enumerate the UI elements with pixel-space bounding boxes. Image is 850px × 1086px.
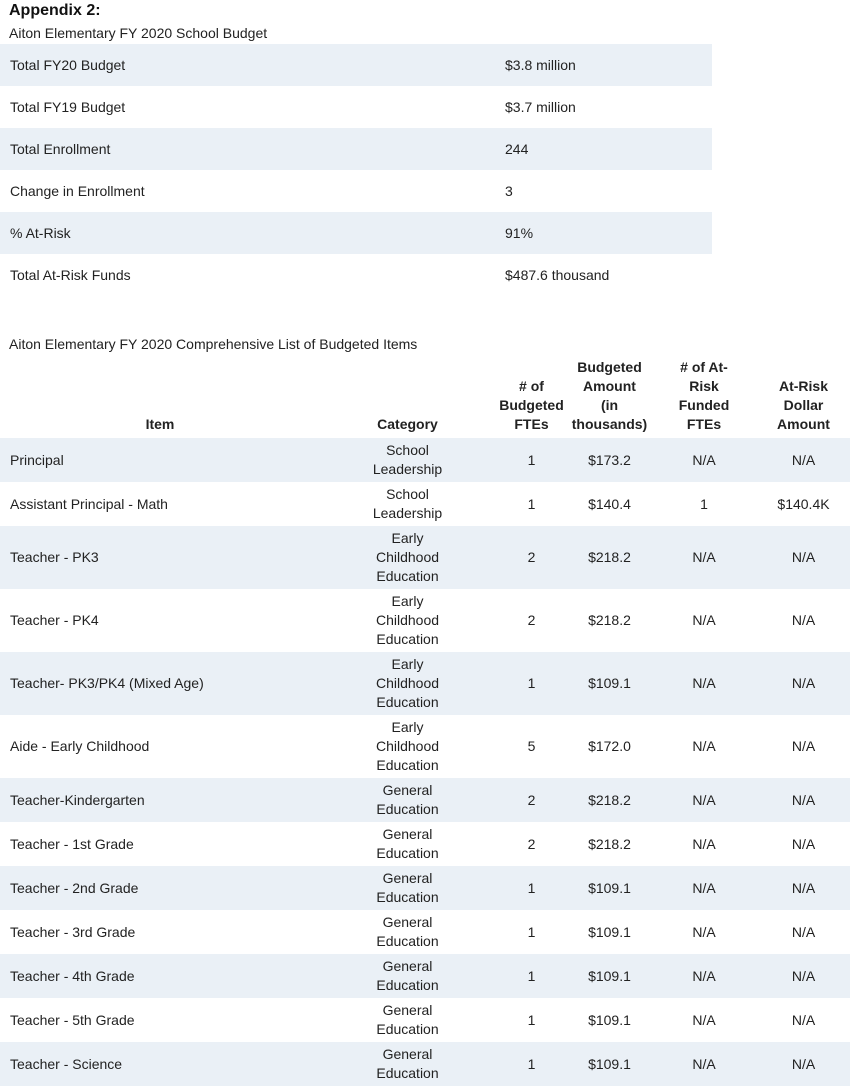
cell-ftes: 2 — [527, 612, 536, 628]
cell-amount: $109.1 — [588, 1011, 631, 1028]
cell-category: General Education — [376, 914, 439, 949]
col-header-category: Category — [377, 416, 438, 432]
cell-ar-amount: N/A — [757, 438, 850, 482]
cell-item: Teacher - Science — [0, 1042, 320, 1086]
cell-category: Early Childhood Education — [320, 652, 495, 715]
cell-category: Early Childhood Education — [320, 526, 495, 589]
cell-ar-ftes: N/A — [651, 438, 757, 482]
cell-ar-amount: N/A — [791, 835, 816, 852]
summary-label: Change in Enrollment — [10, 183, 145, 199]
cell-ar-amount: N/A — [791, 738, 816, 754]
cell-ar-amount: N/A — [757, 954, 850, 998]
cell-item: Teacher-Kindergarten — [0, 778, 320, 822]
cell-ar-amount: $140.4K — [777, 495, 830, 512]
cell-ar-amount: N/A — [791, 612, 816, 628]
cell-category: General Education — [320, 778, 495, 822]
cell-amount: $218.2 — [588, 835, 631, 852]
cell-ar-amount: N/A — [757, 1042, 850, 1086]
cell-item: Principal — [0, 438, 320, 482]
cell-amount: $109.1 — [588, 923, 631, 940]
cell-ftes: 1 — [495, 1042, 568, 1086]
budgeted-items-table — [0, 358, 850, 1086]
table-row — [0, 1042, 850, 1086]
cell-item: Teacher - 2nd Grade — [0, 866, 320, 910]
cell-ar-ftes: N/A — [651, 526, 757, 589]
cell-ftes: 1 — [495, 954, 568, 998]
col-header-amount: Budgeted Amount (in thousands) — [571, 359, 648, 432]
summary-label: Total Enrollment — [10, 141, 111, 157]
summary-value: $3.8 million — [505, 57, 576, 73]
cell-ftes: 1 — [527, 1011, 536, 1028]
cell-ar-ftes: N/A — [651, 652, 757, 715]
cell-item: Teacher - 4th Grade — [0, 954, 320, 998]
cell-amount: $173.2 — [568, 438, 651, 482]
cell-ar-ftes: N/A — [692, 612, 716, 628]
budget-summary-table — [0, 44, 712, 296]
summary-label: Total At-Risk Funds — [10, 267, 131, 283]
cell-ftes: 2 — [495, 526, 568, 589]
cell-ar-amount: N/A — [757, 652, 850, 715]
cell-amount: $109.1 — [568, 954, 651, 998]
summary-label: % At-Risk — [10, 225, 71, 241]
summary-label: Total FY20 Budget — [10, 57, 126, 73]
table-row — [0, 866, 850, 910]
table-row — [0, 526, 850, 589]
cell-ftes: 2 — [527, 835, 536, 852]
summary-value: $487.6 thousand — [505, 267, 610, 283]
summary-value: 91% — [505, 225, 534, 241]
cell-amount: $140.4 — [588, 495, 631, 512]
cell-ar-amount: N/A — [791, 923, 816, 940]
cell-ftes: 1 — [495, 866, 568, 910]
summary-row — [0, 212, 712, 254]
summary-row — [0, 86, 712, 128]
cell-ar-amount: N/A — [757, 866, 850, 910]
cell-item: Teacher - PK3 — [0, 526, 320, 589]
cell-ftes: 5 — [527, 738, 536, 754]
summary-row — [0, 170, 712, 212]
table-row — [0, 778, 850, 822]
cell-item: Teacher - 3rd Grade — [10, 923, 136, 940]
cell-ftes: 1 — [527, 923, 536, 940]
cell-ftes: 1 — [495, 438, 568, 482]
cell-item: Teacher - 1st Grade — [10, 835, 134, 852]
table-row — [0, 954, 850, 998]
cell-item: Teacher - 5th Grade — [10, 1011, 135, 1028]
cell-ar-amount: N/A — [757, 526, 850, 589]
cell-amount: $218.2 — [588, 612, 631, 628]
summary-row — [0, 128, 712, 170]
cell-item: Assistant Principal - Math — [10, 495, 168, 512]
cell-ar-ftes: N/A — [692, 835, 716, 852]
cell-ar-ftes: 1 — [700, 495, 708, 512]
cell-ar-ftes: N/A — [651, 1042, 757, 1086]
cell-category: General Education — [320, 954, 495, 998]
cell-ftes: 2 — [495, 778, 568, 822]
cell-category: Early Childhood Education — [375, 719, 440, 773]
cell-category: School Leadership — [372, 486, 443, 521]
cell-amount: $172.0 — [588, 738, 631, 754]
cell-ar-ftes: N/A — [692, 738, 716, 754]
cell-amount: $109.1 — [568, 1042, 651, 1086]
summary-row — [0, 44, 712, 86]
cell-item: Teacher- PK3/PK4 (Mixed Age) — [0, 652, 320, 715]
col-header-ar-amount: At-Risk Dollar Amount — [777, 378, 830, 432]
table-row — [0, 482, 850, 526]
cell-category: General Education — [320, 866, 495, 910]
cell-ar-ftes: N/A — [692, 1011, 716, 1028]
summary-value: $3.7 million — [505, 99, 576, 115]
cell-ar-ftes: N/A — [651, 866, 757, 910]
cell-category: General Education — [320, 1042, 495, 1086]
cell-ar-ftes: N/A — [692, 923, 716, 940]
cell-amount: $109.1 — [568, 866, 651, 910]
cell-ar-ftes: N/A — [651, 778, 757, 822]
budget-table-title: Aiton Elementary FY 2020 School Budget — [9, 25, 268, 41]
cell-amount: $218.2 — [568, 778, 651, 822]
summary-value: 3 — [505, 183, 513, 199]
col-header-item: Item — [145, 416, 175, 432]
table-row — [0, 822, 850, 866]
cell-amount: $109.1 — [568, 652, 651, 715]
cell-category: General Education — [376, 1002, 439, 1037]
summary-value: 244 — [505, 141, 529, 157]
cell-amount: $218.2 — [568, 526, 651, 589]
table-row — [0, 652, 850, 715]
col-header-ftes: # of Budgeted FTEs — [499, 378, 564, 432]
table-row — [0, 438, 850, 482]
col-header-ar-ftes: # of At- Risk Funded FTEs — [678, 359, 730, 432]
cell-category: General Education — [376, 826, 439, 861]
cell-item: Teacher - PK4 — [10, 612, 99, 628]
table-row — [0, 998, 850, 1042]
items-table-title: Aiton Elementary FY 2020 Comprehensive List of Budgeted Items — [9, 336, 418, 352]
cell-ar-amount: N/A — [791, 1011, 816, 1028]
cell-ftes: 1 — [527, 495, 536, 512]
cell-ar-amount: N/A — [757, 778, 850, 822]
summary-row — [0, 254, 712, 296]
header-row — [0, 358, 850, 438]
cell-ftes: 1 — [495, 652, 568, 715]
summary-label: Total FY19 Budget — [10, 99, 126, 115]
appendix-title: Appendix 2: — [9, 2, 101, 19]
table-row — [0, 715, 850, 778]
cell-item: Aide - Early Childhood — [10, 738, 150, 754]
cell-category: School Leadership — [320, 438, 495, 482]
table-row — [0, 589, 850, 652]
table-row — [0, 910, 850, 954]
cell-ar-ftes: N/A — [651, 954, 757, 998]
cell-category: Early Childhood Education — [375, 593, 440, 647]
